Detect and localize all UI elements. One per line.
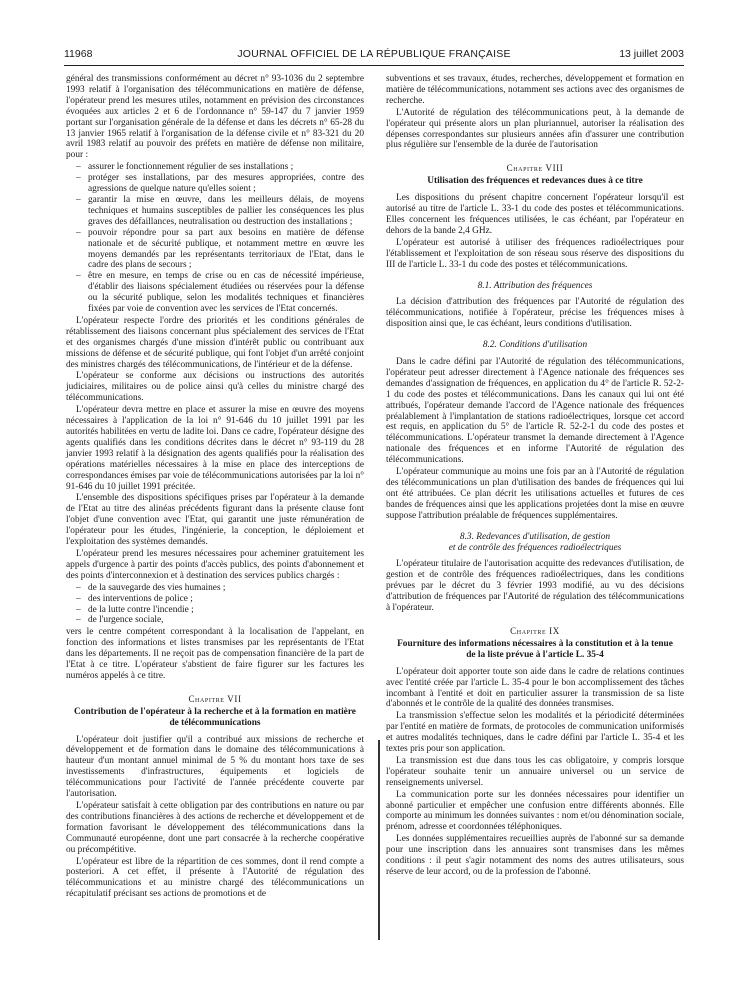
section-title-continued: et de contrôle des fréquences radioélectriques: [448, 542, 622, 553]
defense-measures-list: [66, 162, 364, 315]
paragraph: L'opérateur est libre de la répartition de ces sommes, dont il rend compte a posteriori. A cet effet, il présente à l'Autorité de régulation des télécommunications et au ministre chargé des télécommunications un récapitulatif précisant ses actions de promotions et de: [66, 856, 364, 900]
chapter-heading: Chapitre IX: [510, 625, 560, 636]
paragraph: Dans le cadre défini par l'Autorité de régulation des télécommunications, l'opérateur peut adresser directement à l'Agence nationale des fréquences ses demandes d'assignation de fréquences, en application du 4° de l'article R. 52-2-1 du code des postes et télécommunications. Dans les canaux qui lui ont été attribués, l'opérateur demande l'accord de l'Agence nationale des fréquences préalablement à l'implantation de stations radioélectriques, lorsque cet accord est requis, en application du 5° de l'article R. 52-2-1 du code des postes et télécommunications. L'opérateur transmet la demande directement à l'Agence nationale des fréquences et en informe l'Autorité de régulation des télécommunications.: [386, 357, 684, 466]
paragraph: Les données supplémentaires recueillies auprès de l'abonné sur sa demande pour une inscription dans les annuaires sont transmises dans les mêmes conditions : il peut s'agir notamment des noms des autres utilisateurs, sous réserve de leur accord, ou de la profession de l'abonné.: [386, 834, 684, 877]
page-header: [64, 48, 684, 64]
paragraph: La communication porte sur les données nécessaires pour identifier un abonné particulier et empêcher une confusion entre différents abonnés. Elle comporte au minimum les données suivantes : nom et/ou dénomination sociale, prénom, adresse et coordonnées téléphoniques.: [386, 789, 684, 833]
right-column: [386, 74, 684, 879]
paragraph: L'Autorité de régulation des télécommunications peut, à la demande de l'opérateur qui présente alors un plan pluriannuel, autoriser la réalisation des dépenses correspondantes sur plusieurs années afin d'assurer une contribution plus régulière sur l'ensemble de la durée de l'autorisation: [386, 107, 684, 151]
paragraph: La décision d'attribution des fréquences par l'Autorité de régulation des télécommunications, notifiée à l'opérateur, précise les fréquences mises à disposition ainsi que, le cas échéant, leurs conditions d'utilisation.: [386, 297, 684, 330]
paragraph: L'opérateur est autorisé à utiliser des fréquences radioélectriques pour l'établissement et l'exploitation de son réseau sous réserve des dispositions du III de l'article L. 33-1 du code des postes et télécommunications.: [386, 237, 684, 270]
list-item: – de la sauvegarde des vies humaines ;: [88, 583, 364, 594]
list-item: – des interventions de police ;: [88, 594, 364, 605]
section-title: 8.1. Attribution des fréquences: [477, 280, 593, 291]
header-rule: [64, 65, 684, 66]
paragraph: L'opérateur satisfait à cette obligation par des contributions en nature ou par des contributions financières à des actions de recherche et développement et de formation favorisant le développement des télécommunications dans la Communauté européenne, dont une part consacrée à la recherche coopérative ou précompétitive.: [66, 801, 364, 855]
paragraph: L'ensemble des dispositions spécifiques prises par l'opérateur à la demande de l'Etat au titre des alinéas précédents figurant dans la présente clause font l'objet d'une convention avec l'Etat, qui garantit une juste rémunération de l'opérateur pour les études, l'ingénierie, la conception, le déploiement et l'exploitation des systèmes demandés.: [66, 493, 364, 548]
list-item: – assurer le fonctionnement régulier de ses installations ;: [88, 162, 364, 173]
list-item: – protéger ses installations, par des mesures appropriées, contre des agressions de quelque nature qu'elles soient ;: [88, 173, 364, 195]
paragraph: La transmission est due dans tous les cas obligatoire, y compris lorsque l'opérateur souhaite tenir un annuaire universel ou un service de renseignements universel.: [386, 755, 684, 788]
list-item: – garantir la mise en œuvre, dans les meilleurs délais, de moyens techniques et humains susceptibles de pallier les conséquences les plus graves des défaillances, neutralisation ou destruction des installations ;: [88, 195, 364, 228]
paragraph: L'opérateur doit apporter toute son aide dans le cadre de relations continues avec l'entité créée par l'article L. 35-4 pour le bon accomplissement des tâches incombant à l'entité et doit en particulier assurer la transmission de sa liste d'abonnés et le contrôle de la qualité des données transmises.: [386, 666, 684, 710]
page-number: 11968: [64, 48, 93, 60]
publication-date: 13 juillet 2003: [619, 48, 684, 60]
journal-title: JOURNAL OFFICIEL DE LA RÉPUBLIQUE FRANÇAISE: [237, 48, 511, 60]
paragraph: L'opérateur devra mettre en place et assurer la mise en œuvre des moyens nécessaires à l'application de la loi n° 91-646 du 10 juillet 1991 par les autorités habilitées en vertu de ladite loi. Dans ce cadre, l'opérateur désigne des agents qualifiés dans les conditions décrites dans le décret n° 93-119 du 28 janvier 1993 relatif à la désignation des agents qualifiés pour la réalisation des opérations matérielles nécessaires à la mise en place des interceptions de correspondances émises par voie de télécommunications autorisées par la loi n° 91-646 du 10 juillet 1991 précitée.: [66, 405, 364, 492]
list-item: – pouvoir répondre pour sa part aux besoins en matière de défense nationale et de sécurité publique, et notamment mettre en œuvre les moyens demandés par les représentants territoriaux de l'Etat, dans le cadre des plans de secours ;: [88, 228, 364, 272]
list-item: – de l'urgence sociale,: [88, 615, 364, 626]
emergency-services-list: [66, 583, 364, 627]
paragraph: La transmission s'effectue selon les modalités et la périodicité déterminées par l'entité en matière de formats, de protocoles de communication uniformisés et autres modalités techniques, dans le cadre défini par l'article L. 35-4 et les textes pris pour son application.: [386, 711, 684, 755]
paragraph: général des transmissions conformément au décret n° 93-1036 du 2 septembre 1993 relatif à l'organisation des télécommunications en matière de défense, l'opérateur prend les mesures utiles, notamment en prévision des circonstances évoquées aux articles 2 et 6 de l'ordonnance n° 59-147 du 7 janvier 1959 portant sur l'organisation générale de la défense et dans les décrets n° 65-28 du 13 janvier 1965 relatif à l'organisation de la défense civile et n° 83-321 du 20 avril 1983 relatif au pouvoir des préfets en matière de défense non militaire, pour :: [66, 74, 364, 161]
paragraph: L'opérateur doit justifier qu'il a contribué aux missions de recherche et développement et de formation dans le domaine des télécommunications à hauteur d'un montant annuel minimal de 5 % du montant hors taxe de ses investissements d'infrastructures, équipements et logiciels de télécommunications pour l'activité de l'année précédente couverte par l'autorisation.: [66, 734, 364, 800]
list-item: – être en mesure, en temps de crise ou en cas de nécessité impérieuse, d'établir des liaisons spécialement étudiées ou réservées pour la défense ou la sécurité publique, selon les modalités techniques et financières fixées par voie de convention avec les services de l'Etat concernés.: [88, 271, 364, 315]
paragraph: L'opérateur communique au moins une fois par an à l'Autorité de régulation des télécommunications un plan d'utilisation des bandes de fréquences qui lui ont été attribuées. Ce plan décrit les utilisations actuelles et futures de ces bandes de fréquences ainsi que les applications projetées dont la mise en œuvre suppose l'attribution préalable de fréquences supplémentaires.: [386, 467, 684, 521]
paragraph: subventions et ses travaux, études, recherches, développement et formation en matière de télécommunications, notamment ses actions avec des organismes de recherche.: [386, 74, 684, 106]
left-column: [66, 74, 364, 901]
paragraph: L'opérateur titulaire de l'autorisation acquitte des redevances d'utilisation, de gestion et de contrôle des fréquences radioélectriques, dans les conditions prévues par le décret du 3 février 1993 modifié, au vu des décisions d'attribution de fréquences par l'Autorité de régulation des télécommunications à l'opérateur.: [386, 559, 684, 614]
chapter-heading: Chapitre VIII: [506, 163, 564, 174]
revision-bar: [378, 740, 380, 940]
chapter-title: Fourniture des informations nécessaires à la constitution et à la tenue de la liste prévue à l'article L. 35-4: [397, 638, 673, 660]
list-item: – de la lutte contre l'incendie ;: [88, 605, 364, 616]
paragraph: L'opérateur respecte l'ordre des priorités et les conditions générales de rétablissement des liaisons concernant plus spécialement des services de l'Etat et des organismes chargés d'une mission d'intérêt public ou contribuant aux missions de défense et de sécurité publique, qui font l'objet d'un arrêté conjoint des ministres chargés des télécommunications, de l'intérieur et de la défense.: [66, 315, 364, 370]
paragraph: L'opérateur prend les mesures nécessaires pour acheminer gratuitement les appels d'urgence à partir des points d'accès publics, des points d'abonnement et des points d'interconnexion et à destination des services publics chargés :: [66, 548, 364, 581]
paragraph: L'opérateur se conforme aux décisions ou instructions des autorités judiciaires, militaires ou de police ainsi qu'à celles du ministre chargé des télécommunications.: [66, 371, 364, 404]
section-title: 8.3. Redevances d'utilisation, de gestion: [459, 531, 611, 542]
chapter-heading: Chapitre VII: [188, 693, 242, 704]
chapter-title: Utilisation des fréquences et redevances dues à ce titre: [427, 176, 643, 187]
chapter-title: Contribution de l'opérateur à la recherche et à la formation en matière de télécommunications: [74, 706, 356, 728]
paragraph: Les dispositions du présent chapitre concernent l'opérateur lorsqu'il est autorisé au titre de l'article L. 33-1 du code des postes et télécommunications. Elles concernent les fréquences utilisées, le cas échéant, par l'opérateur en dehors de la bande 2,4 GHz.: [386, 193, 684, 236]
paragraph: vers le centre compétent correspondant à la localisation de l'appelant, en fonction des informations et listes transmises par les représentants de l'Etat dans les départements. Il ne reçoit pas de compensation financière de la part de l'Etat à ce titre. L'opérateur s'abstient de faire figurer sur les factures les numéros appelés à ce titre.: [66, 627, 364, 681]
section-title: 8.2. Conditions d'utilisation: [482, 340, 588, 351]
